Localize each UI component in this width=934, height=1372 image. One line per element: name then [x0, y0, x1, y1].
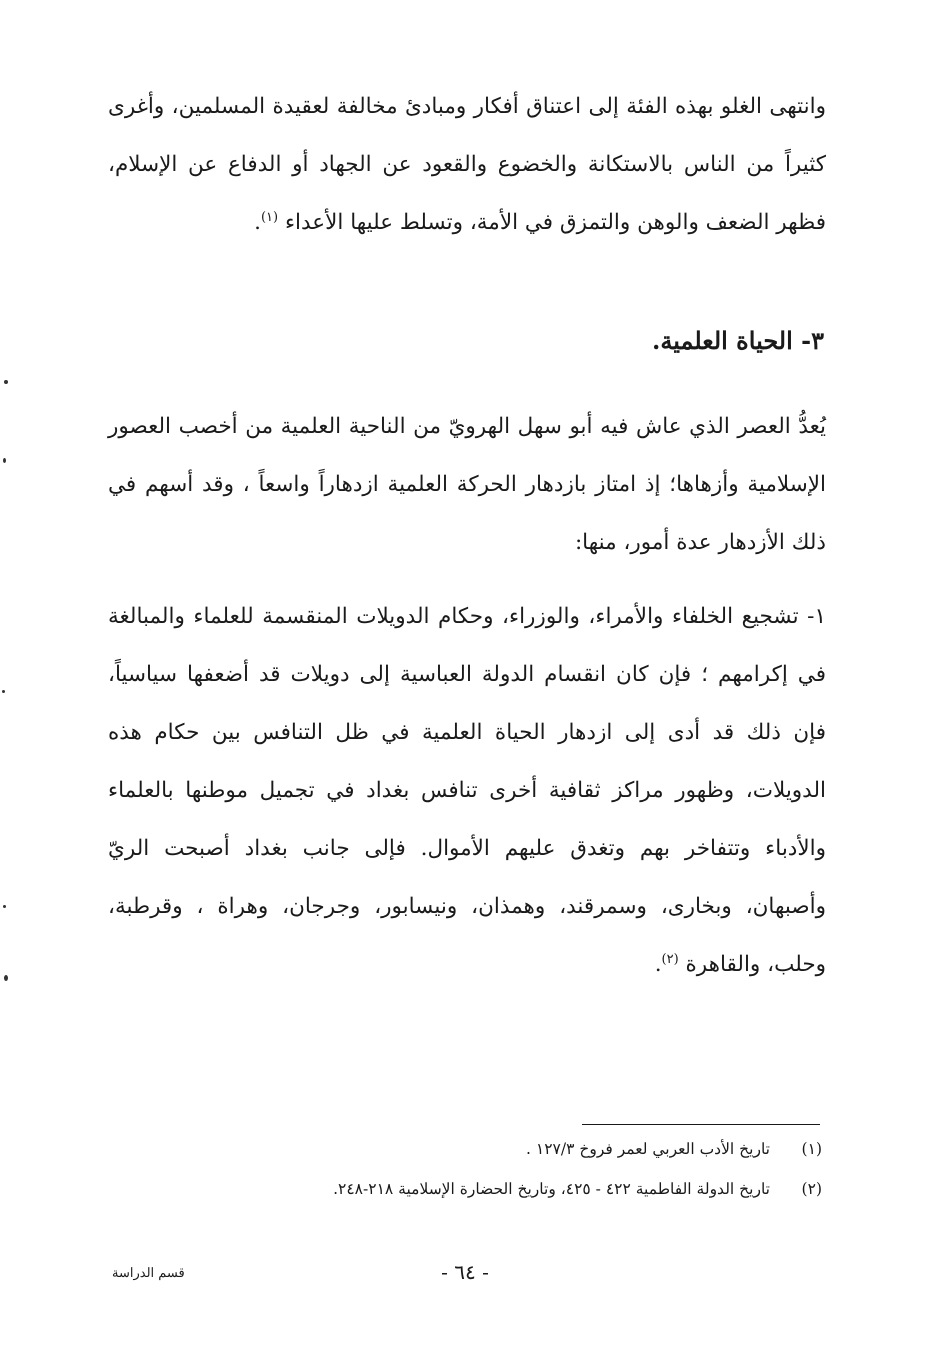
page-number: - ٦٤ -: [441, 1260, 489, 1284]
footnote-2: [333, 1180, 822, 1198]
footnote-text: تاريخ الدولة الفاطمية ٤٢٢ - ٤٢٥، وتاريخ الحضارة الإسلامية ٢١٨-٢٤٨.: [333, 1180, 770, 1198]
scan-speck: [4, 380, 8, 384]
scan-speck: [4, 975, 8, 981]
paragraph-end: .: [254, 210, 261, 235]
paragraph-scientific-era: [108, 398, 826, 572]
footnote-1: [526, 1140, 822, 1158]
footnote-separator: [582, 1124, 820, 1125]
section-heading: ٣- الحياة العلمية.: [651, 326, 824, 355]
footnote-reference: (٢): [661, 951, 679, 967]
paragraph-text: ١- تشجيع الخلفاء والأمراء، والوزراء، وحكام الدويلات المنقسمة للعلماء والمبالغة في إكرامهم ؛ فإن كان انقسام الدولة العباسية إلى دويلات قد أضعفها سياسياً، فإن ذلك قد أدى إلى ازدهار الحياة العلمية في ظل التنافس بين حكام هذه الدويلات، وظهور مراكز ثقافية أخرى تنافس بغداد في تجميل موطنها بالعلماء والأدباء وتتفاخر بهم وتغدق عليهم الأموال. فإلى جانب بغداد أصبحت الريّ وأصبهان، وبخارى، وسمرقند، وهمذان، ونيسابور، وجرجان، وهراة ، وقرطبة، وحلب، والقاهرة: [108, 604, 826, 977]
section-label: قسم الدراسة: [112, 1266, 185, 1281]
footnote-text: تاريخ الأدب العربي لعمر فروخ ١٢٧/٣ .: [526, 1140, 770, 1158]
scan-speck: [3, 458, 6, 463]
footnote-reference: (١): [260, 209, 279, 225]
paragraph-extremism: [108, 78, 826, 252]
paragraph-end: .: [654, 952, 662, 977]
paragraph-text: يُعدُّ العصر الذي عاش فيه أبو سهل الهرويّ من الناحية العلمية من أخصب العصور الإسلامية وأزهاها؛ إذ امتاز بازدهار الحركة العلمية ازدهاراً واسعاً ، وقد أسهم في ذلك الأزدهار عدة أمور، منها:: [108, 414, 826, 555]
paragraph-encouragement: [108, 588, 826, 994]
scan-speck: [3, 905, 6, 908]
footnote-number: (١): [801, 1140, 822, 1158]
scan-speck: [2, 690, 5, 693]
paragraph-text: وانتهى الغلو بهذه الفئة إلى اعتناق أفكار ومبادئ مخالفة لعقيدة المسلمين، وأغرى كثيراً من الناس بالاستكانة والخضوع والقعود عن الجهاد أو الدفاع عن الإسلام، فظهر الضعف والوهن والتمزق في الأمة، وتسلط عليها الأعداء: [108, 94, 826, 235]
footnote-number: (٢): [801, 1180, 822, 1198]
